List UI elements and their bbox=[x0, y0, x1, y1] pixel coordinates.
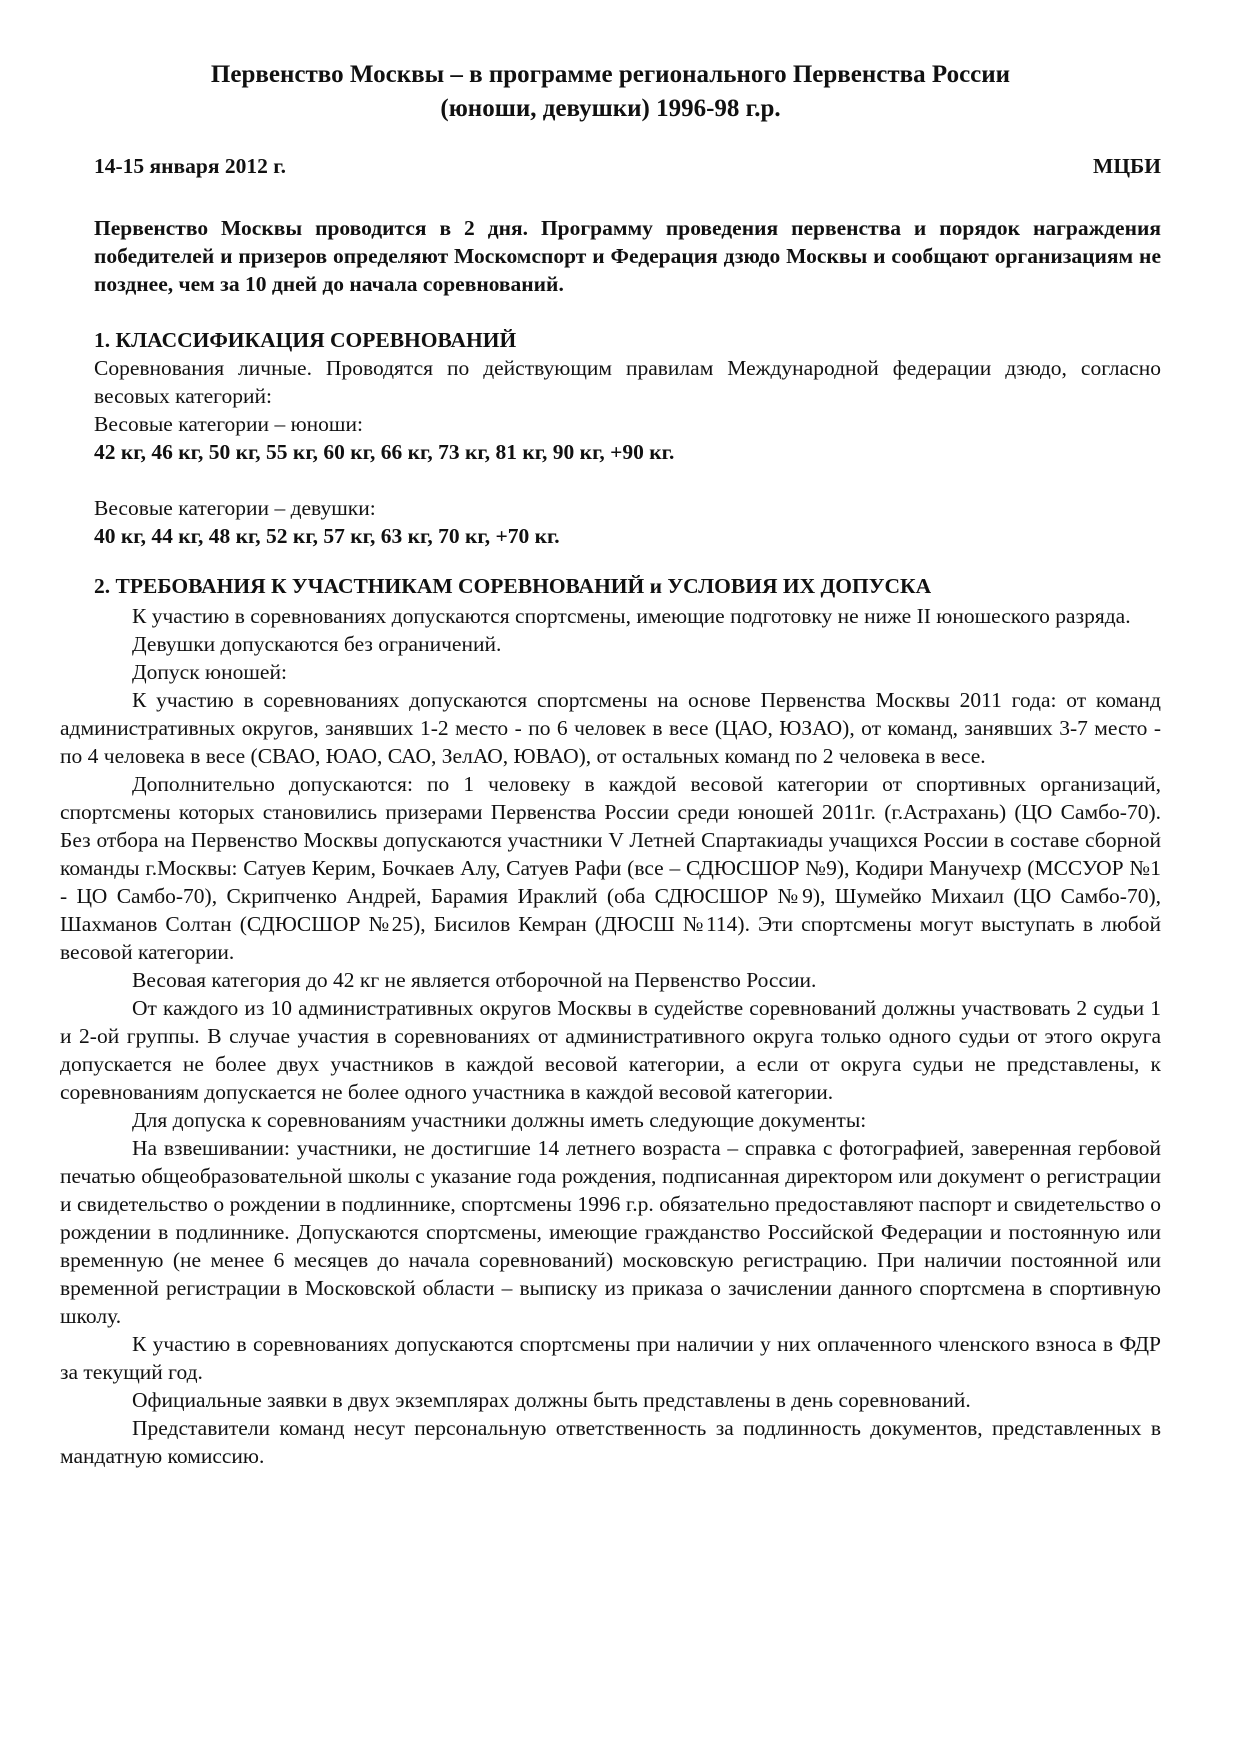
paragraph-additional-admission: Дополнительно допускаются: по 1 человеку в каждой весовой категории от спортивных организаций, спортсмены которых становились призерами Первенства России среди юношей 2011г. (г.Астрахань) (ЦО Самбо-70). Без отбора на Первенство Москвы допускаются участники V Летней Спартакиады учащихся России в составе сборной команды г.Москвы: Сатуев Керим, Бочкаев Алу, Сатуев Рафи (все – СДЮСШОР №9), Кодири Манучехр (МССУОР №1 - ЦО Самбо-70), Скрипченко Андрей, Барамия Ираклий (оба СДЮСШОР №9), Шумейко Михаил (ЦО Самбо-70), Шахманов Солтан (СДЮСШОР №25), Бисилов Кемран (ДЮСШ №114). Эти спортсмены могут выступать в любой весовой категории. bbox=[60, 772, 1161, 964]
section-classification bbox=[60, 326, 1161, 550]
girls-weights-label: Весовые категории – девушки: bbox=[94, 496, 376, 520]
title-line-2: (юноши, девушки) 1996-98 г.р. bbox=[440, 95, 781, 122]
paragraph-girls-admission: Девушки допускаются без ограничений. bbox=[132, 632, 502, 656]
girls-weights: 40 кг, 44 кг, 48 кг, 52 кг, 57 кг, 63 кг, 70 кг, +70 кг. bbox=[94, 524, 560, 548]
classification-text: Соревнования личные. Проводятся по действующим правилам Международной федерации дзюдо, согласно весовых категорий: bbox=[94, 356, 1161, 408]
paragraph-team-responsibility: Представители команд несут персональную ответственность за подлинность документов, представленных в мандатную комиссию. bbox=[60, 1416, 1161, 1468]
paragraph-boys-admission-heading: Допуск юношей: bbox=[132, 660, 287, 684]
event-date: 14-15 января 2012 г. bbox=[94, 154, 286, 178]
intro-paragraph: Первенство Москвы проводится в 2 дня. Программу проведения первенства и порядок награждения победителей и призеров определяют Москомспорт и Федерация дзюдо Москвы и сообщают организациям не позднее, чем за 10 дней до начала соревнований. bbox=[94, 216, 1161, 296]
paragraph-official-applications: Официальные заявки в двух экземплярах должны быть представлены в день соревнований. bbox=[132, 1388, 971, 1412]
date-venue-row bbox=[60, 152, 1161, 180]
spacer bbox=[94, 466, 1161, 494]
section-1-title: 1. КЛАССИФИКАЦИЯ СОРЕВНОВАНИЙ bbox=[94, 328, 517, 352]
paragraph-judges: От каждого из 10 административных округов Москвы в судействе соревнований должны участвовать 2 судьи 1 и 2-ой группы. В случае участия в соревнованиях от административного округа только одного судьи от этого округа допускается не более двух участников в каждой весовой категории, а если от округа судьи не представлены, к соревнованиям допускается не более одного участника в каждой весовой категории. bbox=[60, 996, 1161, 1104]
paragraph-42kg-note: Весовая категория до 42 кг не является отборочной на Первенство России. bbox=[132, 968, 817, 992]
document-title bbox=[60, 58, 1161, 126]
section-1-body bbox=[94, 354, 1161, 550]
section-2-body bbox=[60, 602, 1161, 1470]
event-venue: МЦБИ bbox=[1093, 154, 1161, 178]
paragraph-min-rank: К участию в соревнованиях допускаются спортсмены, имеющие подготовку не ниже II юношеского разряда. bbox=[132, 604, 1131, 628]
section-2-title: 2. ТРЕБОВАНИЯ К УЧАСТНИКАМ СОРЕВНОВАНИЙ и УСЛОВИЯ ИХ ДОПУСКА bbox=[94, 574, 932, 598]
paragraph-membership-fee: К участию в соревнованиях допускаются спортсмены при наличии у них оплаченного членского взноса в ФДР за текущий год. bbox=[60, 1332, 1161, 1384]
title-line-1: Первенство Москвы – в программе регионального Первенства России bbox=[210, 61, 1011, 88]
boys-weights-label: Весовые категории – юноши: bbox=[94, 412, 363, 436]
section-requirements bbox=[60, 572, 1161, 1470]
boys-weights: 42 кг, 46 кг, 50 кг, 55 кг, 60 кг, 66 кг, 73 кг, 81 кг, 90 кг, +90 кг. bbox=[94, 440, 675, 464]
paragraph-weigh-in-documents: На взвешивании: участники, не достигшие 14 летнего возраста – справка с фотографией, заверенная гербовой печатью общеобразовательной школы с указание года рождения, подписанная директором или документ о регистрации и свидетельство о рождении в подлиннике, спортсмены 1996 г.р. обязательно предоставляют паспорт и свидетельство о рождении в подлиннике. Допускаются спортсмены, имеющие гражданство Российской Федерации и постоянную или временную (не менее 6 месяцев до начала соревнований) московскую регистрацию. При наличии постоянной или временной регистрации в Московской области – выписку из приказа о зачислении данного спортсмена в спортивную школу. bbox=[60, 1136, 1161, 1328]
paragraph-documents-heading: Для допуска к соревнованиям участники должны иметь следующие документы: bbox=[132, 1108, 867, 1132]
paragraph-boys-quota: К участию в соревнованиях допускаются спортсмены на основе Первенства Москвы 2011 года: от команд административных округов, занявших 1-2 место - по 6 человек в весе (ЦАО, ЮЗАО), от команд, занявших 3-7 место - по 4 человека в весе (СВАО, ЮАО, САО, ЗелАО, ЮВАО), от остальных команд по 2 человека в весе. bbox=[60, 688, 1161, 768]
